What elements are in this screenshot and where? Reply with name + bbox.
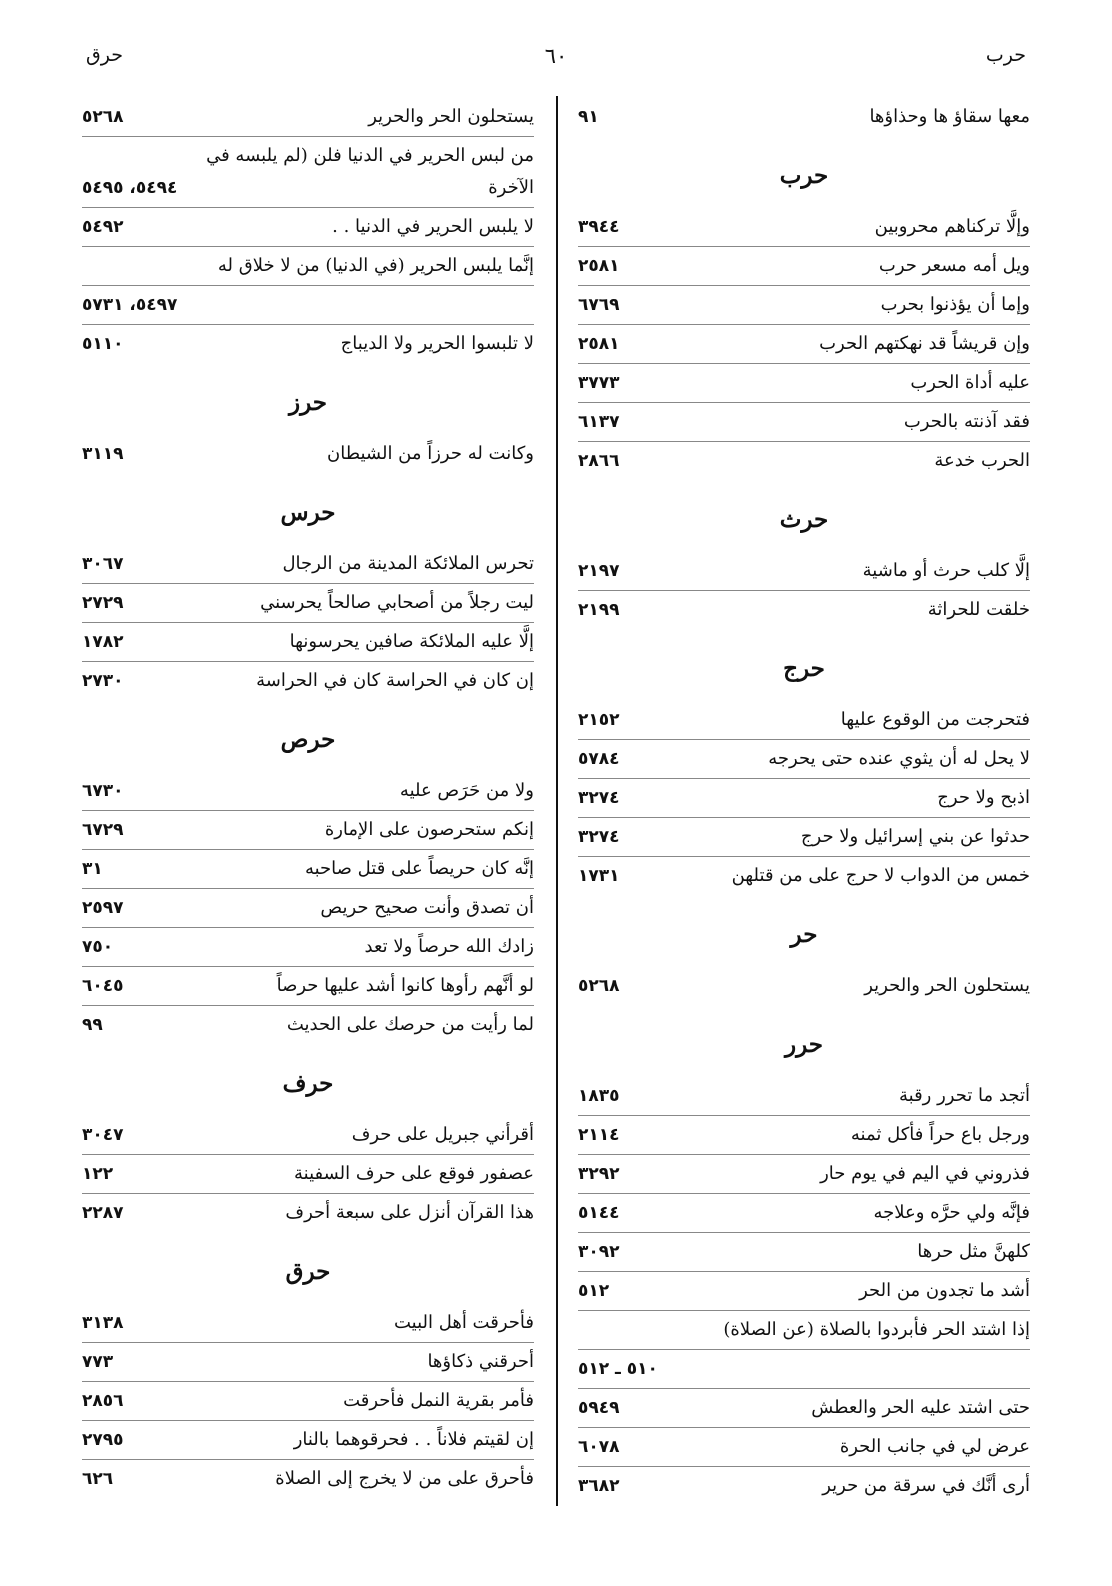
hadith-number: ٢١٩٧ [578, 561, 620, 581]
entry-text: إن لقيتم فلاناً . . فحرقوهما بالنار [293, 1429, 534, 1450]
hadith-number: ٢٥٩٧ [82, 898, 124, 918]
index-entry [82, 889, 534, 928]
entry-text: إذا اشتد الحر فأبردوا بالصلاة (عن الصلاة) [723, 1319, 1030, 1340]
entry-text: إنكم ستحرصون على الإمارة [324, 819, 534, 840]
entry-text: يستحلون الحر والحرير [864, 975, 1030, 996]
entry-text: عرض لي في جانب الحرة [839, 1436, 1030, 1457]
entry-text: ليت رجلاً من أصحابي صالحاً يحرسني [260, 592, 534, 613]
hadith-number: ٥٢٦٨ [578, 976, 620, 996]
entry-text: إلَّا عليه الملائكة صافين يحرسونها [289, 631, 534, 652]
column-divider [556, 96, 558, 1506]
entry-text: فتحرجت من الوقوع عليها [840, 709, 1030, 730]
index-entry [82, 584, 534, 623]
hadith-number: ٦٧٦٩ [578, 295, 620, 315]
index-entry [578, 247, 1030, 286]
index-entry [578, 1116, 1030, 1155]
index-entry [578, 967, 1030, 1005]
index-entry [82, 325, 534, 363]
index-entry [82, 1155, 534, 1194]
index-entry [578, 740, 1030, 779]
index-entry [82, 1116, 534, 1155]
left-column [82, 98, 534, 1498]
index-entry [578, 98, 1030, 136]
hadith-number: ٥١٠ ـ ٥١٢ [578, 1359, 658, 1379]
entry-text: لا يلبس الحرير في الدنيا . . [332, 216, 534, 237]
hadith-number: ٥٢٦٨ [82, 107, 124, 127]
index-entry [82, 545, 534, 584]
entry-text-continued: الآخرة [488, 177, 534, 198]
hadith-number: ٢١٩٩ [578, 600, 620, 620]
index-entry [82, 811, 534, 850]
hadith-number: ٧٥٠ [82, 937, 114, 957]
index-entry [82, 247, 534, 286]
index-entry [82, 1194, 534, 1232]
root-heading: حرر [784, 1031, 823, 1058]
hadith-number: ٢٥٨١ [578, 334, 620, 354]
index-entry [82, 1382, 534, 1421]
hadith-number: ٦٠٤٥ [82, 976, 124, 996]
hadith-number: ٣٠٤٧ [82, 1125, 124, 1145]
entry-text: حتى اشتد عليه الحر والعطش [811, 1397, 1030, 1418]
hadith-number: ٦٧٢٩ [82, 820, 124, 840]
index-entry [578, 1350, 1030, 1389]
entry-text: إنَّه كان حريصاً على قتل صاحبه [304, 858, 534, 879]
root-heading: حرج [783, 655, 825, 682]
entry-text: من لبس الحرير في الدنيا فلن (لم يلبسه في [206, 145, 534, 166]
entry-text: فإنَّه ولي حرَّه وعلاجه [873, 1202, 1030, 1223]
hadith-number: ٣٢٧٤ [578, 788, 620, 808]
hadith-number: ٣٢٧٤ [578, 827, 620, 847]
index-entry [578, 857, 1030, 895]
index-entry [578, 208, 1030, 247]
hadith-number: ١٢٢ [82, 1164, 114, 1184]
entry-text: تحرس الملائكة المدينة من الرجال [282, 553, 534, 574]
index-entry [578, 1194, 1030, 1233]
index-entry [578, 701, 1030, 740]
entry-text: إلَّا كلب حرث أو ماشية [862, 560, 1030, 581]
hadith-number: ٧٧٣ [82, 1352, 114, 1372]
hadith-number: ٣٩٤٤ [578, 217, 620, 237]
hadith-number: ٣٠٦٧ [82, 554, 124, 574]
entry-text: إنَّما يلبس الحرير (في الدنيا) من لا خلاق له [217, 255, 534, 276]
entry-text: عليه أداة الحرب [910, 372, 1030, 393]
index-entry [578, 779, 1030, 818]
hadith-number: ٣٧٧٣ [578, 373, 620, 393]
entry-text: خلقت للحراثة [927, 599, 1030, 620]
index-entry [82, 928, 534, 967]
index-entry [82, 623, 534, 662]
index-entry [82, 967, 534, 1006]
index-entry [578, 325, 1030, 364]
hadith-number: ٩١ [578, 107, 599, 127]
index-entry [82, 98, 534, 137]
hadith-number: ٥٧٨٤ [578, 749, 620, 769]
hadith-number: ٥٤٩٧، ٥٧٣١ [82, 295, 178, 315]
hadith-number: ٣١١٩ [82, 444, 124, 464]
index-entry [82, 137, 534, 208]
root-heading: حرس [280, 499, 336, 526]
index-entry [578, 1428, 1030, 1467]
root-heading: حرص [280, 726, 336, 753]
hadith-number: ٦٠٧٨ [578, 1437, 620, 1457]
entry-text: وإن قريشاً قد نهكتهم الحرب [819, 333, 1030, 354]
entry-text: زادك الله حرصاً ولا تعد [364, 936, 534, 957]
entry-text: وإما أن يؤذنوا بحرب [880, 294, 1030, 315]
root-heading: حر [790, 921, 818, 948]
index-entry [578, 1233, 1030, 1272]
entry-text: لا تلبسوا الحرير ولا الديباج [340, 333, 534, 354]
index-entry [82, 1006, 534, 1044]
entry-text: هذا القرآن أنزل على سبعة أحرف [285, 1202, 534, 1223]
index-entry [578, 1311, 1030, 1350]
root-heading: حرق [285, 1258, 331, 1285]
index-entry [578, 591, 1030, 629]
entry-text: لا يحل له أن يثوي عنده حتى يحرجه [768, 748, 1030, 769]
root-heading: حرب [779, 162, 829, 189]
entry-text: ولا من حَرَص عليه [399, 780, 534, 801]
hadith-number: ٢٧٩٥ [82, 1430, 124, 1450]
index-entry [82, 435, 534, 473]
hadith-number: ٢٢٨٧ [82, 1203, 124, 1223]
entry-text: اذبح ولا حرج [937, 787, 1030, 808]
entry-text: حدثوا عن بني إسرائيل ولا حرج [800, 826, 1030, 847]
running-head-right: حرب [985, 44, 1026, 66]
index-entry [82, 850, 534, 889]
hadith-number: ٢١١٤ [578, 1125, 620, 1145]
entry-text: خمس من الدواب لا حرج على من قتلهن [731, 865, 1030, 886]
index-entry [578, 364, 1030, 403]
index-entry [578, 403, 1030, 442]
root-heading: حرث [779, 506, 829, 533]
index-entry [578, 1155, 1030, 1194]
hadith-number: ٦١٣٧ [578, 412, 620, 432]
entry-text: معها سقاؤ ها وحذاؤها [869, 106, 1030, 127]
index-entry [578, 1389, 1030, 1428]
entry-text: كلهنَّ مثل حرها [917, 1241, 1030, 1262]
hadith-number: ٥١١٠ [82, 334, 124, 354]
index-entry [82, 286, 534, 325]
index-entry [578, 552, 1030, 591]
hadith-number: ٢٥٨١ [578, 256, 620, 276]
hadith-number: ١٧٨٢ [82, 632, 124, 652]
hadith-number: ٩٩ [82, 1015, 103, 1035]
entry-text: ويل أمه مسعر حرب [878, 255, 1030, 276]
index-entry [82, 662, 534, 700]
entry-text: يستحلون الحر والحرير [368, 106, 534, 127]
hadith-number: ٣١٣٨ [82, 1313, 124, 1333]
index-entry [82, 1304, 534, 1343]
index-entry [82, 1421, 534, 1460]
entry-text: لما رأيت من حرصك على الحديث [286, 1014, 534, 1035]
hadith-number: ٥١٤٤ [578, 1203, 620, 1223]
hadith-number: ٦٧٣٠ [82, 781, 124, 801]
hadith-number: ٢١٥٢ [578, 710, 620, 730]
index-entry [578, 286, 1030, 325]
entry-text: فأمر بقرية النمل فأحرقت [343, 1390, 534, 1411]
hadith-number: ٥٤٩٢ [82, 217, 124, 237]
entry-text: عصفور فوقع على حرف السفينة [293, 1163, 534, 1184]
index-entry [578, 818, 1030, 857]
entry-text: الحرب خدعة [934, 450, 1030, 471]
hadith-number: ١٧٣١ [578, 866, 620, 886]
entry-text: فأحرق على من لا يخرج إلى الصلاة [275, 1468, 534, 1489]
hadith-number: ٥٩٤٩ [578, 1398, 620, 1418]
hadith-number: ٢٨٦٦ [578, 451, 620, 471]
hadith-number: ٦٢٦ [82, 1469, 114, 1489]
entry-text: فذروني في اليم في يوم حار [820, 1163, 1030, 1184]
hadith-number: ٣١ [82, 859, 103, 879]
index-entry [578, 1272, 1030, 1311]
hadith-number: ٥٤٩٤، ٥٤٩٥ [82, 178, 178, 198]
running-head-left: حرق [86, 44, 123, 66]
entry-text: أن تصدق وأنت صحيح حريص [320, 897, 534, 918]
entry-text: أقرأني جبريل على حرف [351, 1124, 534, 1145]
hadith-number: ٣٠٩٢ [578, 1242, 620, 1262]
entry-text: ورجل باع حراً فأكل ثمنه [850, 1124, 1030, 1145]
index-entry [82, 208, 534, 247]
entry-text: لو أنَّهم رأوها كانوا أشد عليها حرصاً [276, 975, 534, 996]
entry-text: فقد آذنته بالحرب [903, 411, 1030, 432]
root-heading: حرز [288, 389, 327, 416]
entry-text: إن كان في الحراسة كان في الحراسة [256, 670, 534, 691]
hadith-number: ٣٢٩٢ [578, 1164, 620, 1184]
index-entry [578, 1467, 1030, 1505]
hadith-number: ١٨٣٥ [578, 1086, 620, 1106]
hadith-number: ٢٨٥٦ [82, 1391, 124, 1411]
hadith-number: ٥١٢ [578, 1281, 610, 1301]
index-entry [578, 442, 1030, 480]
hadith-number: ٢٧٢٩ [82, 593, 124, 613]
index-entry [82, 1343, 534, 1382]
right-column [578, 98, 1030, 1505]
entry-text: أشد ما تجدون من الحر [859, 1280, 1030, 1301]
page-number: ٦٠ [544, 44, 568, 68]
hadith-number: ٣٦٨٢ [578, 1476, 620, 1496]
index-entry [82, 772, 534, 811]
index-entry [578, 1077, 1030, 1116]
entry-text: وإلَّا تركناهم محروبين [874, 216, 1030, 237]
entry-text: أتجد ما تحرر رقبة [898, 1085, 1030, 1106]
entry-text: أحرقني ذكاؤها [427, 1351, 534, 1372]
entry-text: أرى أنَّك في سرقة من حرير [822, 1475, 1030, 1496]
entry-text: فأحرقت أهل البيت [393, 1312, 534, 1333]
index-entry [82, 1460, 534, 1498]
hadith-number: ٢٧٣٠ [82, 671, 124, 691]
page-header [0, 44, 1112, 84]
entry-text: وكانت له حرزاً من الشيطان [327, 443, 534, 464]
root-heading: حرف [282, 1070, 334, 1097]
